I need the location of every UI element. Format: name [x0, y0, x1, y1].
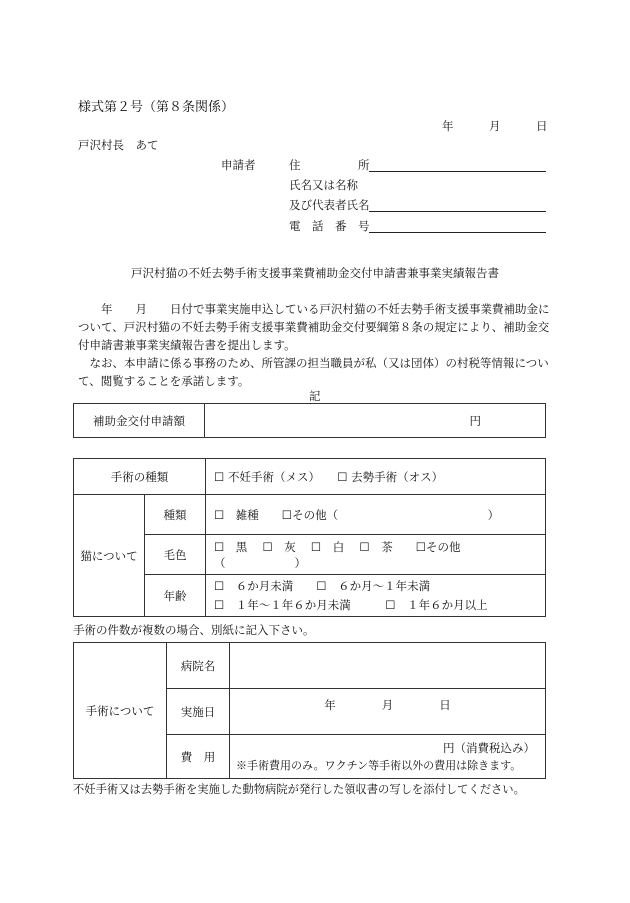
name-label-1: 氏名又は名称: [289, 178, 358, 192]
applicant-label: 申請者: [221, 158, 256, 172]
age-options[interactable]: [206, 575, 546, 617]
name-line[interactable]: [369, 211, 546, 212]
surgery-table: [73, 458, 546, 617]
breed-options[interactable]: ☐ 雑種 ☐その他（ ）: [206, 495, 546, 535]
cost-note: ※手術費用のみ。ワクチン等手術以外の費用は除きます。: [236, 758, 522, 772]
color-label: 毛色: [145, 535, 206, 575]
amount-unit: 円: [469, 413, 481, 428]
date-month-label: 月: [489, 119, 501, 133]
phone-label: 電 話 番 号: [289, 219, 370, 233]
color-options[interactable]: ☐ 黒 ☐ 灰 ☐ 白 ☐ 茶 ☐その他（ ）: [206, 535, 546, 575]
address-label: 住 所: [289, 158, 370, 172]
phone-line[interactable]: [369, 232, 546, 233]
surgery-type-label: 手術の種類: [74, 459, 206, 495]
cat-section-label: 猫について: [74, 495, 145, 617]
cost-unit: 円（消費税込み）: [443, 740, 535, 755]
hospital-table: [73, 642, 546, 779]
cost-field[interactable]: [230, 735, 546, 779]
surgery-date-field[interactable]: 年 月 日: [230, 689, 546, 735]
age-label: 年齢: [145, 575, 206, 617]
body-paragraph-2: なお、本申請に係る事務のため、所管課の担当職員が私（又は団体）の村税等情報について、閲覧することを承諾します。: [78, 356, 549, 388]
date-day-label: 日: [536, 119, 548, 133]
hospital-section-label: 手術について: [74, 643, 167, 779]
receipt-note: 不妊手術又は去勢手術を実施した動物病院が発行した領収書の写しを添付してください。: [73, 783, 525, 796]
surgery-date-label: 実施日: [167, 689, 230, 735]
body-paragraph-1: 年 月 日付で事業実施申込している戸沢村猫の不妊去勢手術支援事業費補助金について、戸沢村猫の不妊去勢手術支援事業費補助金交付要綱第８条の規定により、補助金交付申請書兼事業実績報告書を提出します。: [78, 302, 550, 352]
document-title: 戸沢村猫の不妊去勢手術支援事業費補助金交付申請書兼事業実績報告書: [131, 266, 499, 280]
amount-field[interactable]: [205, 404, 546, 438]
amount-label: 補助金交付申請額: [74, 404, 205, 438]
addressee: 戸沢村長 あて: [78, 138, 159, 152]
note-multiple-surgeries: 手術の件数が複数の場合、別紙に記入下さい。: [73, 623, 315, 637]
hospital-name-field[interactable]: [230, 643, 546, 689]
age-options-line-2: ☐ １年～１年６か月未満 ☐ １年６か月以上: [214, 597, 488, 612]
amount-table: [73, 403, 546, 438]
date-year-label: 年: [442, 119, 454, 133]
hospital-name-label: 病院名: [167, 643, 230, 689]
form-number: 様式第２号（第８条関係）: [78, 100, 235, 115]
ki-label: 記: [309, 389, 321, 403]
cost-label: 費 用: [167, 735, 230, 779]
address-line[interactable]: [369, 171, 546, 172]
surgery-type-options[interactable]: ☐ 不妊手術（メス） ☐ 去勢手術（オス）: [206, 459, 546, 495]
name-label-2: 及び代表者氏名: [289, 198, 370, 212]
breed-label: 種類: [145, 495, 206, 535]
age-options-line-1: ☐ ６か月未満 ☐ ６か月～１年未満: [214, 578, 431, 593]
